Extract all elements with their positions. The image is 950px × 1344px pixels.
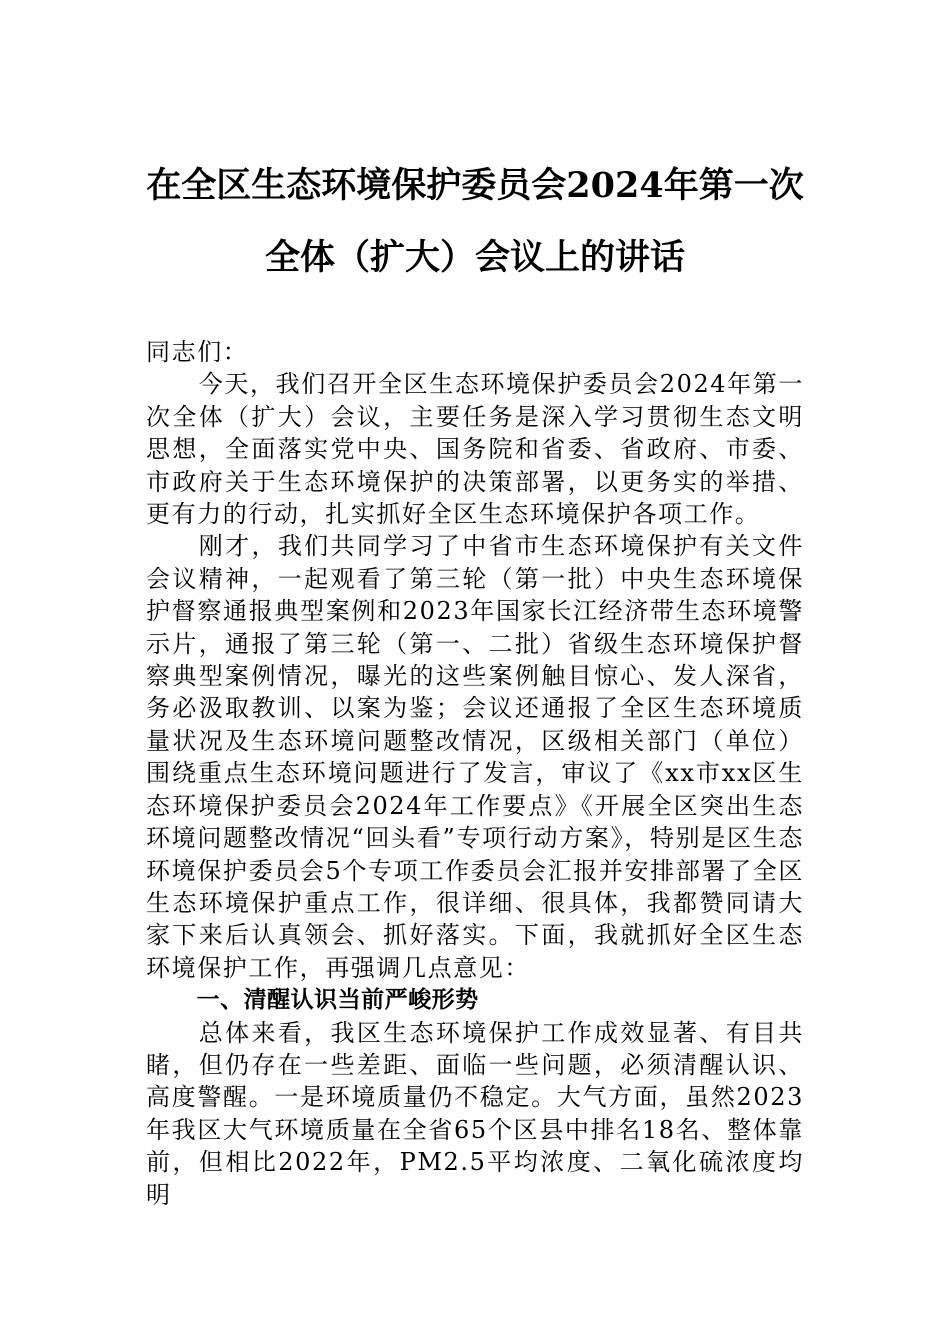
document-body — [146, 336, 804, 1211]
paragraph-situation: 总体来看，我区生态环境保护工作成效显著、有目共睹，但仍存在一些差距、面临一些问题，必须清醒认识、高度警醒。一是环境质量仍不稳定。大气方面，虽然2023年我区大气环境质量在全省65个区县中排名18名、整体靠前，但相比2022年，PM2.5平均浓度、二氧化硫浓度均明 — [146, 1018, 804, 1209]
paragraph-opening: 今天，我们召开全区生态环境保护委员会2024年第一次全体（扩大）会议，主要任务是深入学习贯彻生态文明思想，全面落实党中央、国务院和省委、省政府、市委、市政府关于生态环境保护的决策部署，以更务实的举措、更有力的行动，扎实抓好全区生态环境保护各项工作。 — [146, 370, 804, 529]
section-heading: 一、清醒认识当前严峻形势 — [196, 987, 479, 1014]
title-line-1: 在全区生态环境保护委员会2024年第一次 — [146, 165, 804, 206]
paragraph-review: 刚才，我们共同学习了中省市生态环境保护有关文件会议精神，一起观看了第三轮（第一批）中央生态环境保护督察通报典型案例和2023年国家长江经济带生态环境警示片，通报了第三轮（第一、二批）省级生态环境保护督察典型案例情况，曝光的这些案例触目惊心、发人深省，务必汲取教训、以案为鉴；会议还通报了全区生态环境质量状况及生态环境问题整改情况，区级相关部门（单位）围绕重点生态环境问题进行了发言，审议了《xx市xx区生态环境保护委员会2024年工作要点》《开展全区突出生态环境问题整改情况“回头看”专项行动方案》，特别是区生态环境保护委员会5个专项工作委员会汇报并安排部署了全区生态环境保护重点工作，很详细、很具体，我都赞同请大家下来后认真领会、抓好落实。下面，我就抓好全区生态环境保护工作，再强调几点意见： — [146, 532, 804, 982]
document-title — [146, 150, 804, 294]
title-line-2: 全体（扩大）会议上的讲话 — [264, 237, 685, 278]
salutation: 同志们： — [146, 338, 249, 366]
